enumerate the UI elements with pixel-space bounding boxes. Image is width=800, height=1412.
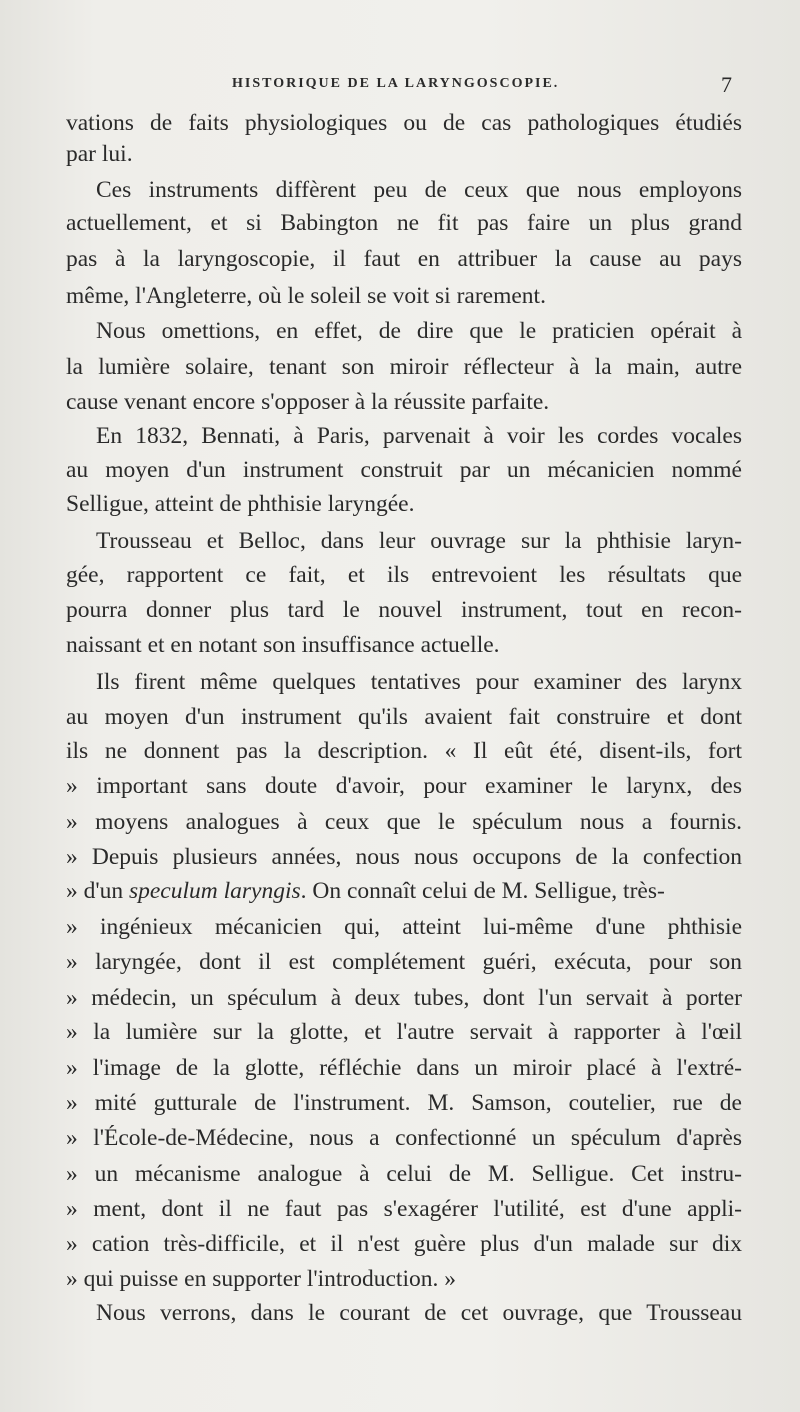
page-header (62, 72, 738, 102)
text-line: » moyens analogues à ceux que le spéculum nous a fournis. (66, 809, 742, 835)
text-line: Nous omettions, en effet, de dire que le praticien opérait à (96, 318, 742, 344)
text-line: au moyen d'un instrument qu'ils avaient fait construire et dont (66, 704, 742, 730)
text-segment: . On connaît celui de M. Selligue, très- (300, 878, 665, 904)
text-line: » mité gutturale de l'instrument. M. Samson, coutelier, rue de (66, 1090, 742, 1116)
text-line: au moyen d'un instrument construit par un mécanicien nommé (66, 457, 742, 483)
text-line: » ment, dont il ne faut pas s'exagérer l'utilité, est d'une appli- (66, 1196, 742, 1222)
text-line: » laryngée, dont il est complétement guéri, exécuta, pour son (66, 949, 742, 975)
text-line: même, l'Angleterre, où le soleil se voit si rarement. (66, 283, 546, 309)
text-line: » l'École-de-Médecine, nous a confectionné un spéculum d'après (66, 1125, 742, 1151)
text-line: » important sans doute d'avoir, pour examiner le larynx, des (66, 773, 742, 799)
text-line: actuellement, et si Babington ne fit pas faire un plus grand (66, 210, 742, 236)
page-number: 7 (721, 72, 732, 97)
text-line: gée, rapportent ce fait, et ils entrevoient les résultats que (66, 562, 742, 588)
text-line: » ingénieux mécanicien qui, atteint lui-même d'une phthisie (66, 914, 742, 940)
text-line: » médecin, un spéculum à deux tubes, dont l'un servait à porter (66, 985, 742, 1011)
text-line: » qui puisse en supporter l'introduction. » (66, 1266, 456, 1292)
text-line: Ils firent même quelques tentatives pour examiner des larynx (96, 669, 742, 695)
text-line: pas à la laryngoscopie, il faut en attribuer la cause au pays (66, 246, 742, 272)
text-line: En 1832, Bennati, à Paris, parvenait à voir les cordes vocales (96, 423, 742, 449)
text-line: par lui. (66, 141, 133, 167)
text-line: Ces instruments diffèrent peu de ceux que nous employons (96, 177, 742, 203)
text-line: » l'image de la glotte, réfléchie dans un miroir placé à l'extré- (66, 1055, 742, 1081)
text-line: Nous verrons, dans le courant de cet ouvrage, que Trousseau (96, 1300, 742, 1326)
text-line: » Depuis plusieurs années, nous nous occupons de la confection (66, 844, 742, 870)
text-line: naissant et en notant son insuffisance actuelle. (66, 632, 500, 658)
text-line: » un mécanisme analogue à celui de M. Selligue. Cet instru- (66, 1161, 742, 1187)
text-line: ils ne donnent pas la description. « Il eût été, disent-ils, fort (66, 738, 742, 764)
text-line: Trousseau et Belloc, dans leur ouvrage sur la phthisie laryn- (96, 528, 742, 554)
text-line: Selligue, atteint de phthisie laryngée. (66, 491, 415, 517)
italic-term: speculum laryngis (128, 878, 301, 904)
text-line: cause venant encore s'opposer à la réussite parfaite. (66, 389, 550, 415)
text-line: » la lumière sur la glotte, et l'autre servait à rapporter à l'œil (66, 1019, 742, 1045)
text-line: la lumière solaire, tenant son miroir réflecteur à la main, autre (66, 354, 742, 380)
text-line: pourra donner plus tard le nouvel instrument, tout en recon- (66, 597, 742, 623)
text-line: » cation très-difficile, et il n'est guère plus d'un malade sur dix (66, 1231, 742, 1257)
running-title: HISTORIQUE DE LA LARYNGOSCOPIE. (232, 76, 560, 91)
text-line-with-italic (66, 876, 742, 906)
text-line: vations de faits physiologiques ou de cas pathologiques étudiés (66, 110, 742, 136)
text-segment: » d'un (66, 878, 129, 904)
